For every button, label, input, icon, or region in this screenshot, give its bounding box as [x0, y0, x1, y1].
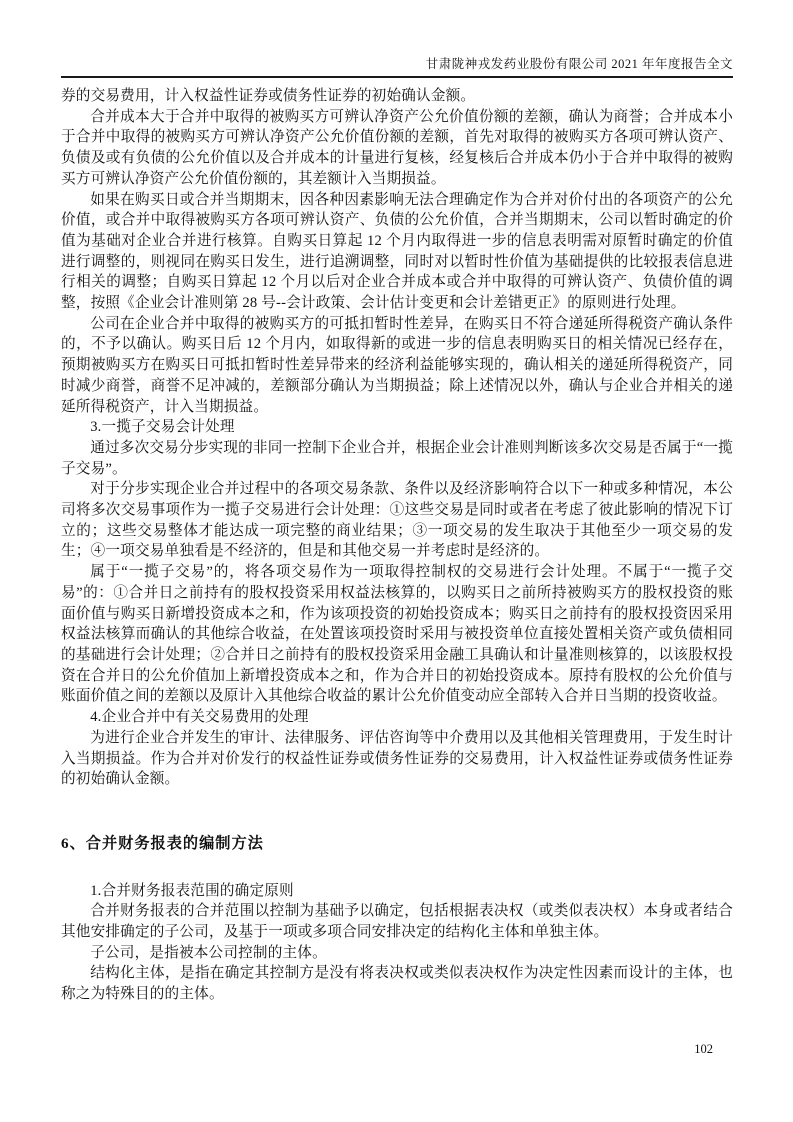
document-body: [61, 86, 733, 1005]
paragraph: 1.合并财务报表范围的确定原则: [90, 882, 294, 899]
page-header: [61, 56, 733, 78]
paragraph: 结构化主体，是指在确定其控制方是没有将表决权或类似表决权作为决定性因素而设计的主体，也称之为特殊目的的主体。: [61, 965, 733, 1003]
paragraph: 对于分步实现企业合并过程中的各项交易条款、条件以及经济影响符合以下一种或多种情况，本公司将多次交易事项作为一揽子交易进行会计处理：①这些交易是同时或者在考虑了彼此影响的情况下订立的；这些交易整体才能达成一项完整的商业结果；③一项交易的发生取决于其他至少一项交易的发生；④一项交易单独看是不经济的，但是和其他交易一并考虑时是经济的。: [61, 481, 733, 560]
paragraph: 公司在企业合并中取得的被购买方的可抵扣暂时性差异，在购买日不符合递延所得税资产确认条件的，不予以确认。购买日后 12 个月内，如取得新的或进一步的信息表明购买日的相关情况已经存在，预期被购买方在购买日可抵扣暂时性差异带来的经济利益能够实现的，确认相关的递延所得税资产，同时减少商誉，商誉不足冲减的，差额部分确认为当期损益；除上述情况以外，确认与企业合并相关的递延所得税资产，计入当期损益。: [61, 315, 733, 415]
paragraph: 属于“一揽子交易”的，将各项交易作为一项取得控制权的交易进行会计处理。不属于“一揽子交易”的：①合并日之前持有的股权投资采用权益法核算的，以购买日之前所持被购买方的股权投资的账面价值与购买日新增投资成本之和，作为该项投资的初始投资成本；购买日之前持有的股权投资因采用权益法核算而确认的其他综合收益，在处置该项投资时采用与被投资单位直接处置相关资产或负债相同的基础进行会计处理；②合并日之前持有的股权投资采用金融工具确认和计量准则核算的，以该股权投资在合并日的公允价值加上新增投资成本之和，作为合并日的初始投资成本。原持有股权的公允价值与账面价值之间的差额以及原计入其他综合收益的累计公允价值变动应全部转入合并日当期的投资收益。: [61, 564, 733, 705]
paragraph: 通过多次交易分步实现的非同一控制下企业合并，根据企业会计准则判断该多次交易是否属于“一揽子交易”。: [61, 439, 733, 477]
paragraph: 券的交易费用，计入权益性证券或债务性证券的初始确认金额。: [61, 88, 476, 104]
paragraph: 3.一揽子交易会计处理: [90, 419, 235, 436]
paragraph: 合并成本大于合并中取得的被购买方可辨认净资产公允价值份额的差额，确认为商誉；合并成本小于合并中取得的被购买方可辨认净资产公允价值份额的差额，首先对取得的被购买方各项可辨认资产、负债及或有负债的公允价值以及合并成本的计量进行复核，经复核后合并成本仍小于合并中取得的被购买方可辨认净资产公允价值份额的，其差额计入当期损益。: [61, 108, 733, 187]
section-heading: 6、合并财务报表的编制方法: [61, 834, 264, 852]
paragraph: 为进行企业合并发生的审计、法律服务、评估咨询等中介费用以及其他相关管理费用，于发生时计入当期损益。作为合并对价发行的权益性证券或债务性证券的交易费用，计入权益性证券或债务性证券的初始确认金额。: [61, 729, 733, 788]
page-footer: [694, 1042, 713, 1057]
paragraph: 合并财务报表的合并范围以控制为基础予以确定，包括根据表决权（或类似表决权）本身或者结合其他安排确定的子公司，及基于一项或多项合同安排决定的结构化主体和单独主体。: [61, 903, 733, 941]
page-number: 102: [694, 1042, 713, 1056]
paragraph: 4.企业合并中有关交易费用的处理: [90, 709, 309, 726]
paragraph: 如果在购买日或合并当期期末，因各种因素影响无法合理确定作为合并对价付出的各项资产的公允价值，或合并中取得被购买方各项可辨认资产、负债的公允价值，合并当期期末，公司以暂时确定的价值为基础对企业合并进行核算。自购买日算起 12 个月内取得进一步的信息表明需对原暂时确定的价值进行调整的，则视同在购买日发生，进行追溯调整，同时对以暂时性价值为基础提供的比较报表信息进行相关的调整；自购买日算起 12 个月以后对企业合并成本或合并中取得的可辨认资产、负债价值的调整，按照《企业会计准则第 28 号--会计政策、会计估计变更和会计差错更正》的原则进行处理。: [61, 191, 733, 312]
header-title: 甘肃陇神戎发药业股份有限公司 2021 年年度报告全文: [425, 57, 733, 71]
paragraph: 子公司，是指被本公司控制的主体。: [90, 944, 327, 961]
